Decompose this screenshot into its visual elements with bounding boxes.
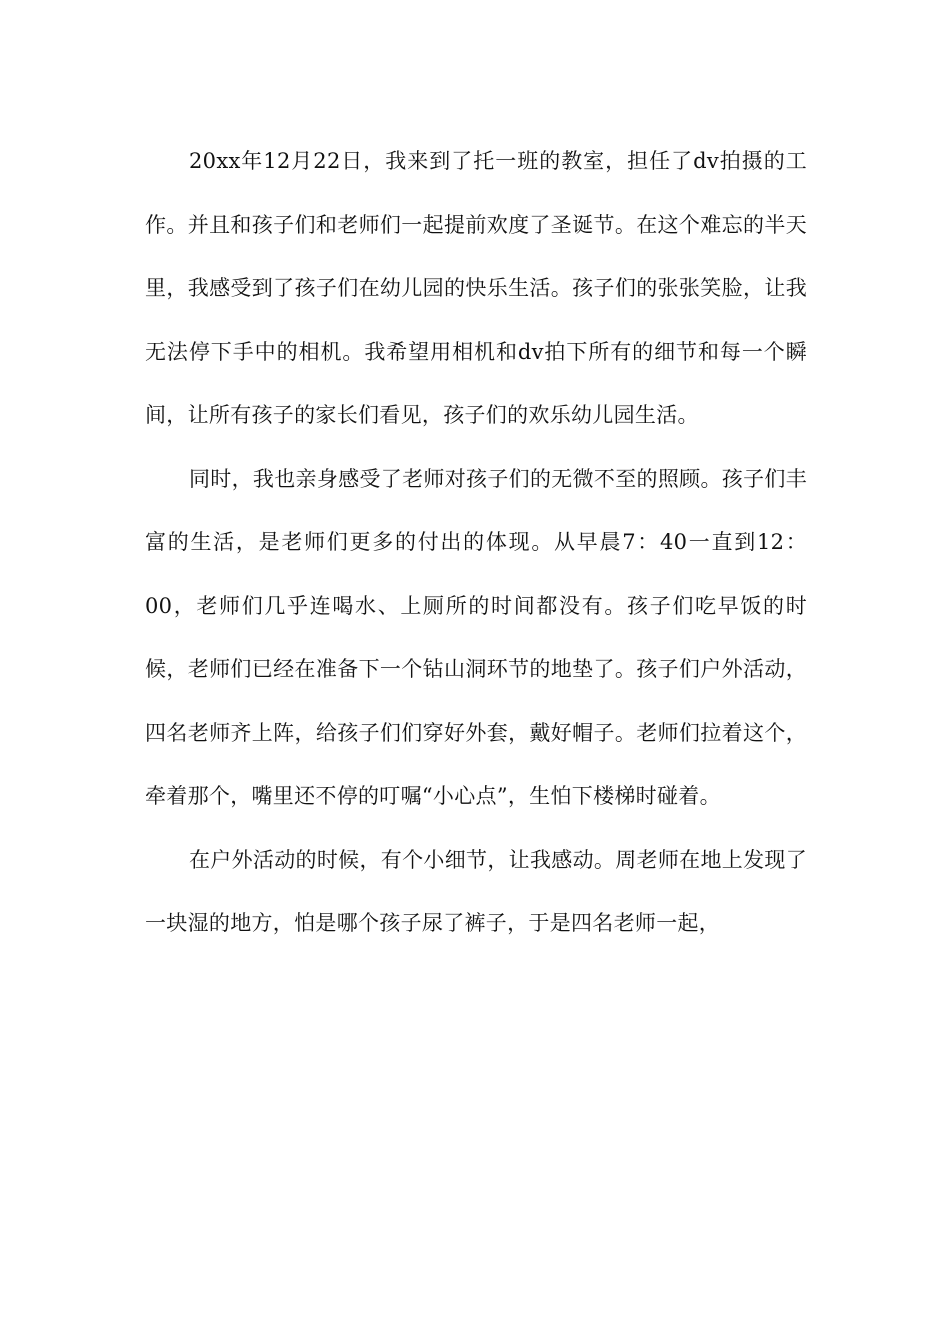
paragraph-1: 20xx年12月22日，我来到了托一班的教室，担任了dv拍摄的工作。并且和孩子们和老师们一起提前欢度了圣诞节。在这个难忘的半天里，我感受到了孩子们在幼儿园的快乐生活。孩子们的张张笑脸，让我无法停下手中的相机。我希望用相机和dv拍下所有的细节和每一个瞬间，让所有孩子的家长们看见，孩子们的欢乐幼儿园生活。 [145,149,807,427]
paragraph-3: 在户外活动的时候，有个小细节，让我感动。周老师在地上发现了一块湿的地方，怕是哪个孩子尿了裤子，于是四名老师一起， [145,847,807,935]
paragraph-2: 同时，我也亲身感受了老师对孩子们的无微不至的照顾。孩子们丰富的生活，是老师们更多的付出的体现。从早晨7：40一直到12：00，老师们几乎连喝水、上厕所的时间都没有。孩子们吃早饭的时候，老师们已经在准备下一个钻山洞环节的地垫了。孩子们户外活动，四名老师齐上阵，给孩子们们穿好外套，戴好帽子。老师们拉着这个，牵着那个，嘴里还不停的叮嘱“小心点”，生怕下楼梯时碰着。 [145,466,807,808]
document-body [145,130,807,956]
